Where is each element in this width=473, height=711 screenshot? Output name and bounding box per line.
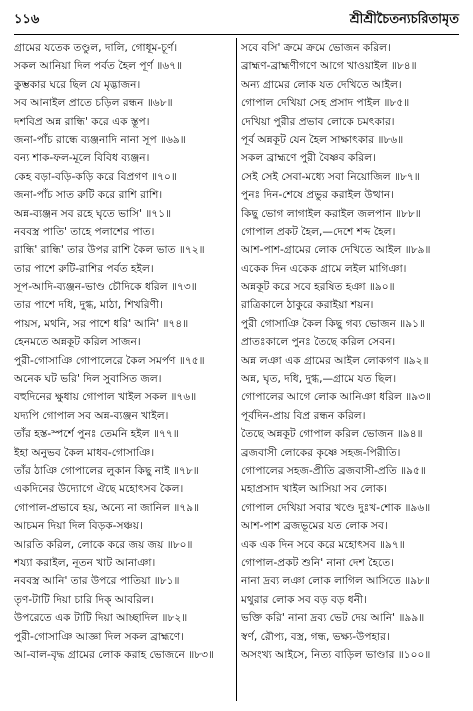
verse-line: পুরী গোসাঞি কৈল কিছু গব্য ভোজন ॥৯১॥ <box>241 317 426 330</box>
verse-line: কেহ বড়া-বড়ি-কড়ি করে বিপ্রগণ ॥৭০॥ <box>14 170 177 183</box>
verse-line: মথুরার লোক সব বড় বড় ধনী। <box>241 593 367 606</box>
verse-line: সূপ-আদি-ব্যঞ্জন-ভাণ্ড চৌদিকে ধরিল ॥৭৩॥ <box>14 281 197 294</box>
page-header <box>14 8 459 30</box>
verse-line: দেখিয়া পুরীর প্রভাব লোকে চমৎকার। <box>241 115 395 128</box>
verse-line: আশ-পাশ ব্রজভূমের যত লোক সব। <box>241 520 388 533</box>
verse-line: আচমন দিয়া দিল বিড়ক-সঞ্চয়। <box>14 520 143 533</box>
verse-line: তার পাশে দধি, দুগ্ধ, মাঠা, শিখরিণী। <box>14 299 163 312</box>
verse-line: স্বর্ণ, রৌপ্য, বস্ত্র, গন্ধ, ভক্ষ্য-উপহার। <box>241 630 390 643</box>
verse-line: অসংখ্য আইসে, নিত্য বাড়িল ভাণ্ডার ॥১০০॥ <box>241 648 431 661</box>
page-number: ১১৬ <box>14 12 40 27</box>
verse-line: রাত্রিকালে ঠাকুরে করাইয়া শয়ন। <box>241 299 374 312</box>
verse-line: ব্রাহ্মণ-ব্রাহ্মণীগণে আগে খাওয়াইল ॥৮৪॥ <box>241 60 417 73</box>
verse-line: অন্ন লঞা এক গ্রামের আইল লোকগণ ॥৯২॥ <box>241 354 429 367</box>
verse-line: পূর্বদিন-প্রায় বিপ্র রন্ধন করিল। <box>241 409 366 422</box>
verse-line: সবে বসি' ক্রমে ক্রমে ভোজন করিল। <box>241 42 391 54</box>
verse-line: তৃণ-টাটি দিয়া চারি দিক্ আবরিল। <box>14 593 154 606</box>
verse-line: অন্ন, ঘৃত, দধি, দুগ্ধ,—গ্রামে যত ছিল। <box>241 373 397 386</box>
verse-line: অনেক ঘট ভরি' দিল সুবাসিত জল। <box>14 373 162 386</box>
verse-line: আশ-পাশ-গ্রামের লোক দেখিতে আইল ॥৮৯॥ <box>241 244 431 257</box>
verse-line: নববস্ত্র আনি' তার উপরে পাতিয়া ॥৮১॥ <box>14 575 180 588</box>
verse-line: বন্য শাক-ফল-মূলে বিবিধ ব্যঞ্জন। <box>14 152 150 165</box>
verse-line: তাঁর হস্ত-স্পর্শে পুনঃ তেমনি হইল ॥৭৭॥ <box>14 428 179 441</box>
verse-line: গোপালের সহজ-প্রীতি ব্রজবাসী-প্রতি ॥৯৫॥ <box>241 464 426 477</box>
verse-line: সেই সেই সেবা-মধ্যে সবা নিয়োজিল ॥৮৭॥ <box>241 170 420 183</box>
verse-line: নববস্ত্র পাতি' তাহে পলাশের পাত। <box>14 225 155 238</box>
verse-line: মহাপ্রসাদ খাইল আসিয়া সব লোক। <box>241 483 388 496</box>
verse-line: ব্রজবাসী লোকের কৃষ্ণে সহজ-পিরীতি। <box>241 446 401 459</box>
verse-line: জনা-পাঁচ সাত রুটি করে রাশি রাশি। <box>14 189 163 202</box>
verse-line: দশবিপ্র অন্ন রান্ধি' করে এক স্তূপ। <box>14 115 150 128</box>
verse-line: পূর্ব অন্নকূট যেন হৈল সাক্ষাৎকার ॥৮৬॥ <box>241 133 404 146</box>
verse-line: গ্রামের যতেক তণ্ডুল, দালি, গোধূম-চূর্ণ। <box>14 42 178 54</box>
right-column <box>241 39 459 664</box>
verse-line: গোপালের আগে লোক আনিঞা ধরিল ॥৯৩॥ <box>241 391 432 404</box>
running-title: শ্রীশ্রীচৈতন্যচরিতামৃত <box>349 12 459 27</box>
verse-line: পুরী-গোসাঞি গোপালেরে কৈল সমর্পণ ॥৭৫॥ <box>14 354 205 367</box>
verse-line: আ-বাল-বৃদ্ধ গ্রামের লোক করাহ ভোজনে ॥৮৩॥ <box>14 648 214 661</box>
verse-line: অন্য গ্রামের লোক যত দেখিতে আইল। <box>241 78 402 91</box>
verse-line: যদ্যপি গোপাল সব অন্ন-ব্যঞ্জন খাইল। <box>14 409 169 422</box>
verse-line: অন্ন-ব্যঞ্জন সব রহে ঘৃতে ভাসি' ॥৭১॥ <box>14 207 172 220</box>
verse-line: নানা দ্রব্য লঞা লোক লাগিল আসিতে ॥৯৮॥ <box>241 575 430 588</box>
verse-line: ভক্তি করি' নানা দ্রব্য ভেট দেয় আনি' ॥৯৯॥ <box>241 612 425 625</box>
verse-line: তৈছে অন্নকূট গোপাল করিল ভোজন ॥৯৪॥ <box>241 428 423 441</box>
verse-line: পুরী-গোসাঞি আজ্ঞা দিল সকল ব্রাহ্মণে। <box>14 630 184 643</box>
verse-line: উপরেতে এক টাটি দিয়া আচ্ছাদিল ॥৮২॥ <box>14 612 188 625</box>
verse-line: আরতি করিল, লোকে করে জয় জয় ॥৮০॥ <box>14 538 193 551</box>
column-divider <box>236 38 237 701</box>
verse-line: রান্ধি' রান্ধি' তার উপর রাশি কৈল ভাত ॥৭২॥ <box>14 244 205 257</box>
verse-line: একেক দিন একেক গ্রামে লইল মাগিঞা। <box>241 262 407 275</box>
verse-line: ইহা অনুভব কৈল মাধব-গোসাঞি। <box>14 446 155 459</box>
verse-line: শয্যা করাইল, নূতন খাট আনাঞা। <box>14 556 156 569</box>
verse-line: গোপাল-প্রকট শুনি' নানা দেশ হৈতে। <box>241 556 395 569</box>
verse-line: সকল আনিয়া দিল পর্বত হৈল পূর্ণ ॥৬৭॥ <box>14 60 183 73</box>
verse-line: পুনঃ দিন-শেষে প্রভুর করাইল উত্থান। <box>241 189 394 202</box>
verse-line: সব আনাইল প্রাতে চড়িল রন্ধন ॥৬৮॥ <box>14 97 173 110</box>
verse-line: বহুদিনের ক্ষুধায় গোপাল খাইল সকল ॥৭৬॥ <box>14 391 197 404</box>
verse-line: গোপাল প্রকট হৈল,—দেশে শব্দ হৈল। <box>241 225 396 238</box>
verse-line: সকল ব্রাহ্মণে পুরী বৈষ্ণব করিল। <box>241 152 376 165</box>
verse-line: হেনমতে অন্নকূট করিল সাজন। <box>14 336 141 349</box>
verse-line: গোপাল দেখিয়া সবার খণ্ডে দুঃখ-শোক ॥৯৬॥ <box>241 501 431 514</box>
verse-line: অন্নকূট করে সবে হরষিত হঞা ॥৯০॥ <box>241 281 395 294</box>
verse-line: প্রাতঃকালে পুনঃ তৈছে করিল সেবন। <box>241 336 396 349</box>
verse-line: কিছু ভোগ লাগাইল করাইল জলপান ॥৮৮॥ <box>241 207 421 220</box>
verse-line: তাঁর ঠাঞি গোপালের লুকান কিছু নাই ॥৭৮॥ <box>14 464 199 477</box>
header-rule <box>14 34 459 35</box>
verse-line: এক এক দিন সবে করে মহোৎসব ॥৯৭॥ <box>241 538 405 551</box>
verse-line: গোপাল দেখিয়া সেহ প্রসাদ পাইল ॥৮৫॥ <box>241 97 410 110</box>
verse-line: একদিনের উদ্যোগে ঐছে মহোৎসব কৈল। <box>14 483 184 496</box>
left-column <box>14 39 232 664</box>
verse-line: তার পাশে রুটি-রাশির পর্বত হইল। <box>14 262 154 275</box>
verse-line: জনা-পাঁচ রান্ধে ব্যঞ্জনাদি নানা সূপ ॥৬৯॥ <box>14 133 186 146</box>
verse-line: গোপাল-প্রভাবে হয়, অন্যে না জানিল ॥৭৯॥ <box>14 501 200 514</box>
verse-line: কুম্ভকার ঘরে ছিল যে মৃদ্ভাজন। <box>14 78 141 91</box>
verse-line: পায়স, মথনি, সর পাশে ধরি' আনি' ॥৭৪॥ <box>14 317 189 330</box>
